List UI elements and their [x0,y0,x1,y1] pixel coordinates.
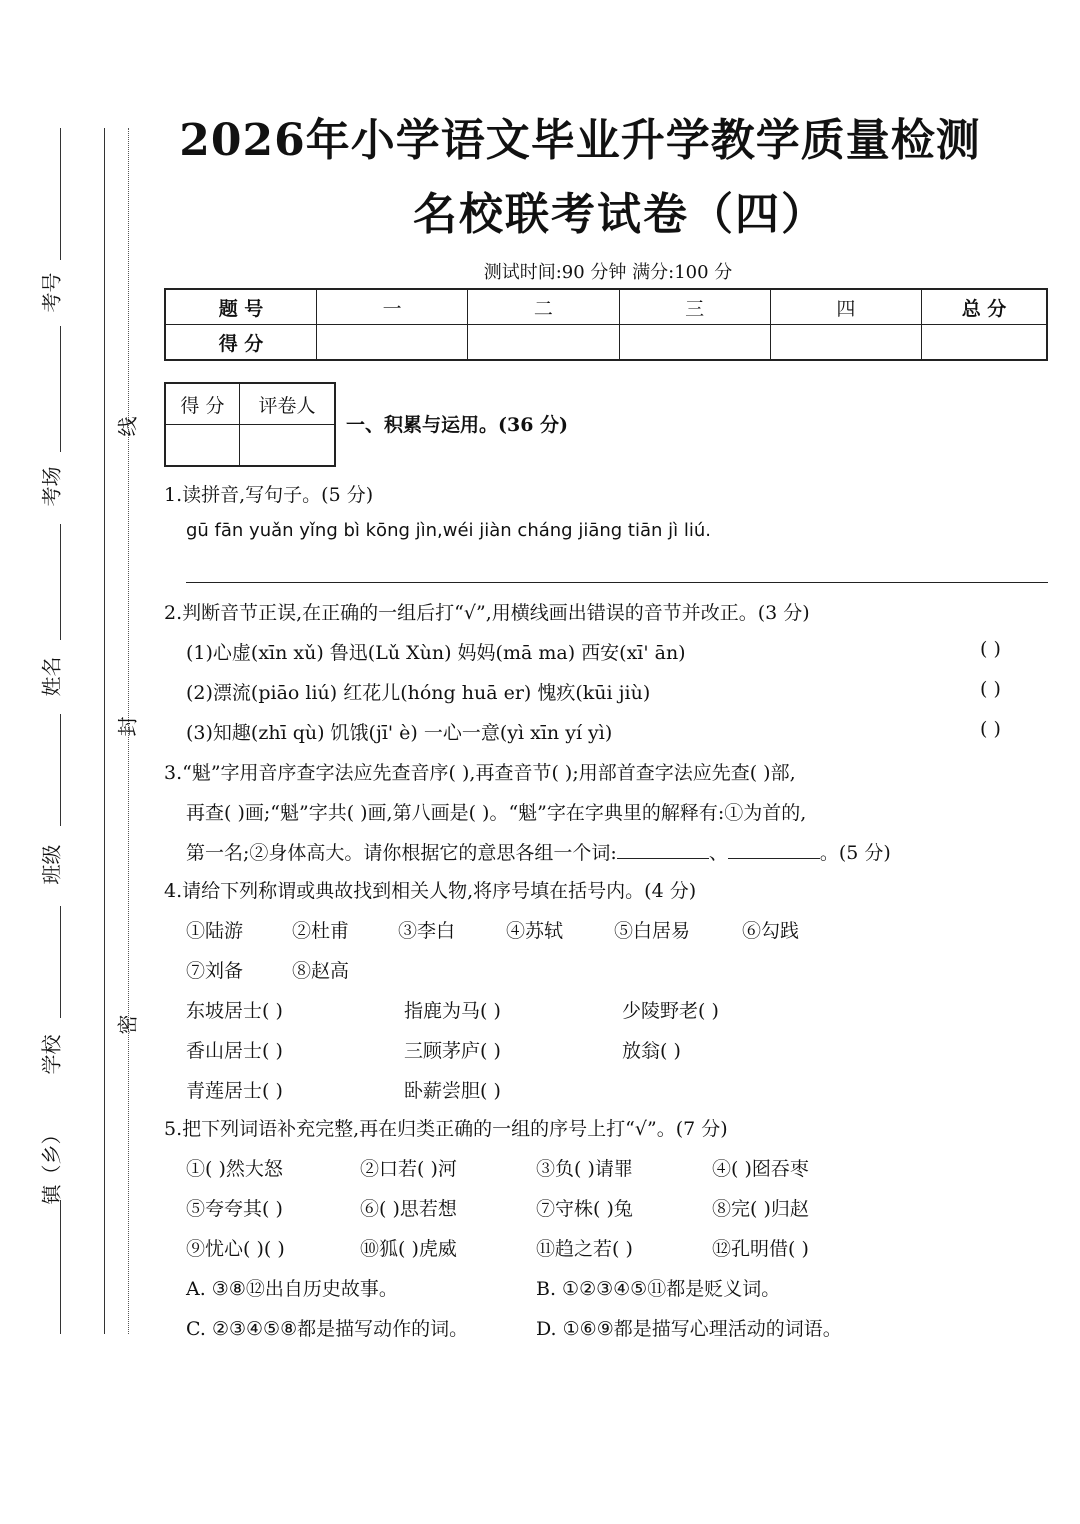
q5-option-a[interactable]: A. ③⑧⑫出自历史故事。 [186,1278,398,1300]
q2-answer-paren[interactable]: ( ) [980,638,1001,660]
score-header-cell: 二 [468,289,619,325]
class-label: 班级 [39,844,64,885]
q4-person: ④苏轼 [506,920,564,942]
score-header-cell: 总 分 [922,289,1048,325]
score-cell[interactable] [317,325,468,361]
q4-item[interactable]: 青莲居士( ) [186,1080,283,1102]
binding-solid-line [104,128,105,1334]
q4-item[interactable]: 指鹿为马( ) [404,1000,501,1022]
q3-line3 [186,838,891,865]
grader-name-header: 评卷人 [239,383,335,425]
q4-person: ⑧赵高 [292,960,350,982]
township-label: 镇（乡） [39,1124,64,1205]
q5-option-b[interactable]: B. ①②③④⑤⑪都是贬义词。 [536,1278,781,1300]
q5-idiom[interactable]: ①( )然大怒 [186,1158,283,1180]
q4-person: ①陆游 [186,920,244,942]
q5-idiom[interactable]: ②口若( )河 [360,1158,457,1180]
q2-row: (3)知趣(zhī qù) 饥饿(jī' è) 一心一意(yì xīn yí yì) [186,722,613,744]
score-cell[interactable] [770,325,921,361]
exam-room-line [60,326,61,452]
q5-idiom[interactable]: ⑧完( )归赵 [712,1198,809,1220]
q5-idiom[interactable]: ④( )囵吞枣 [712,1158,809,1180]
score-header-cell: 题 号 [165,289,317,325]
section-title: 一、积累与运用。(36 分) [346,414,569,436]
q4-person: ③李白 [398,920,456,942]
q4-item[interactable]: 卧薪尝胆( ) [404,1080,501,1102]
score-row-label: 得 分 [165,325,317,361]
q1-stem: 1.读拼音,写句子。(5 分) [164,484,374,506]
q5-idiom[interactable]: ⑤夸夸其( ) [186,1198,283,1220]
q4-item[interactable]: 放翁( ) [622,1040,681,1062]
q2-stem: 2.判断音节正误,在正确的一组后打“√”,用横线画出错误的音节并改正。(3 分) [164,602,810,624]
q3-line3-text: 第一名;②身体高大。请你根据它的意思各组一个词: [186,842,617,864]
grader-name-cell[interactable] [239,425,335,467]
q4-item[interactable]: 东坡居士( ) [186,1000,283,1022]
name-label: 姓名 [39,656,64,697]
q5-option-c[interactable]: C. ②③④⑤⑧都是描写动作的词。 [186,1318,469,1340]
township-line [60,1200,61,1334]
q5-idiom[interactable]: ⑦守株( )兔 [536,1198,633,1220]
q2-row: (1)心虚(xīn xǔ) 鲁迅(Lǔ Xùn) 妈妈(mā ma) 西安(xī' ān) [186,642,686,664]
score-cell[interactable] [619,325,770,361]
name-line [60,524,61,640]
q1-pinyin: gū fān yuǎn yǐng bì kōng jìn,wéi jiàn cháng jiāng tiān jì liú. [186,520,711,541]
q5-idiom[interactable]: ⑪趋之若( ) [536,1238,633,1260]
q4-person: ⑤白居易 [614,920,691,942]
q4-item[interactable]: 三顾茅庐( ) [404,1040,501,1062]
q2-answer-paren[interactable]: ( ) [980,718,1001,740]
q5-idiom[interactable]: ⑨忧心( )( ) [186,1238,285,1260]
q4-item[interactable]: 少陵野老( ) [622,1000,719,1022]
q5-stem: 5.把下列词语补充完整,再在归类正确的一组的序号上打“√”。(7 分) [164,1118,728,1140]
score-table-header-row [165,289,1047,325]
q5-idiom[interactable]: ⑫孔明借( ) [712,1238,809,1260]
q3-line2: 再查( )画;“魁”字共( )画,第八画是( )。“魁”字在字典里的解释有:①为首的, [186,802,807,824]
score-header-cell: 四 [770,289,921,325]
exam-meta: 测试时间:90 分钟 满分:100 分 [483,262,733,283]
q5-idiom[interactable]: ⑥( )思若想 [360,1198,457,1220]
grader-score-cell[interactable] [165,425,239,467]
q2-answer-paren[interactable]: ( ) [980,678,1001,700]
score-header-cell: 一 [317,289,468,325]
seal-char-mi: 密 [115,1014,140,1035]
score-table-score-row [165,325,1047,361]
q5-idiom[interactable]: ⑩狐( )虎威 [360,1238,457,1260]
grader-table [164,382,336,467]
score-table [164,288,1048,361]
exam-number-label: 考号 [39,272,64,313]
school-label: 学校 [39,1034,64,1075]
q4-stem: 4.请给下列称谓或典故找到相关人物,将序号填在括号内。(4 分) [164,880,697,902]
q3-blank[interactable] [617,844,709,859]
q3-line3-end: 。(5 分) [819,842,891,864]
seal-char-feng: 封 [115,716,140,737]
exam-room-label: 考场 [39,466,64,507]
q5-idiom[interactable]: ③负( )请罪 [536,1158,633,1180]
seal-char-xian: 线 [115,416,140,437]
q3-blank[interactable] [728,844,820,859]
q4-item[interactable]: 香山居士( ) [186,1040,283,1062]
q3-line1: 3.“魁”字用音序查字法应先查音序( ),再查音节( );用部首查字法应先查( )部, [164,762,796,784]
score-cell[interactable] [468,325,619,361]
page-subtitle: 名校联考试卷（四） [413,189,827,240]
q4-person: ⑦刘备 [186,960,244,982]
q3-separator: 、 [708,842,728,864]
q2-row: (2)漂流(piāo liú) 红花儿(hóng huā er) 愧疚(kūi jiù) [186,682,651,704]
page-title: 2026年小学语文毕业升学教学质量检测 [179,115,981,166]
school-line [60,906,61,1018]
class-line [60,714,61,826]
q1-answer-line[interactable] [186,582,1048,583]
grader-score-header: 得 分 [165,383,239,425]
score-header-cell: 三 [619,289,770,325]
q4-person: ②杜甫 [292,920,350,942]
q5-option-d[interactable]: D. ①⑥⑨都是描写心理活动的词语。 [536,1318,842,1340]
q4-person: ⑥勾践 [742,920,800,942]
score-cell[interactable] [922,325,1048,361]
